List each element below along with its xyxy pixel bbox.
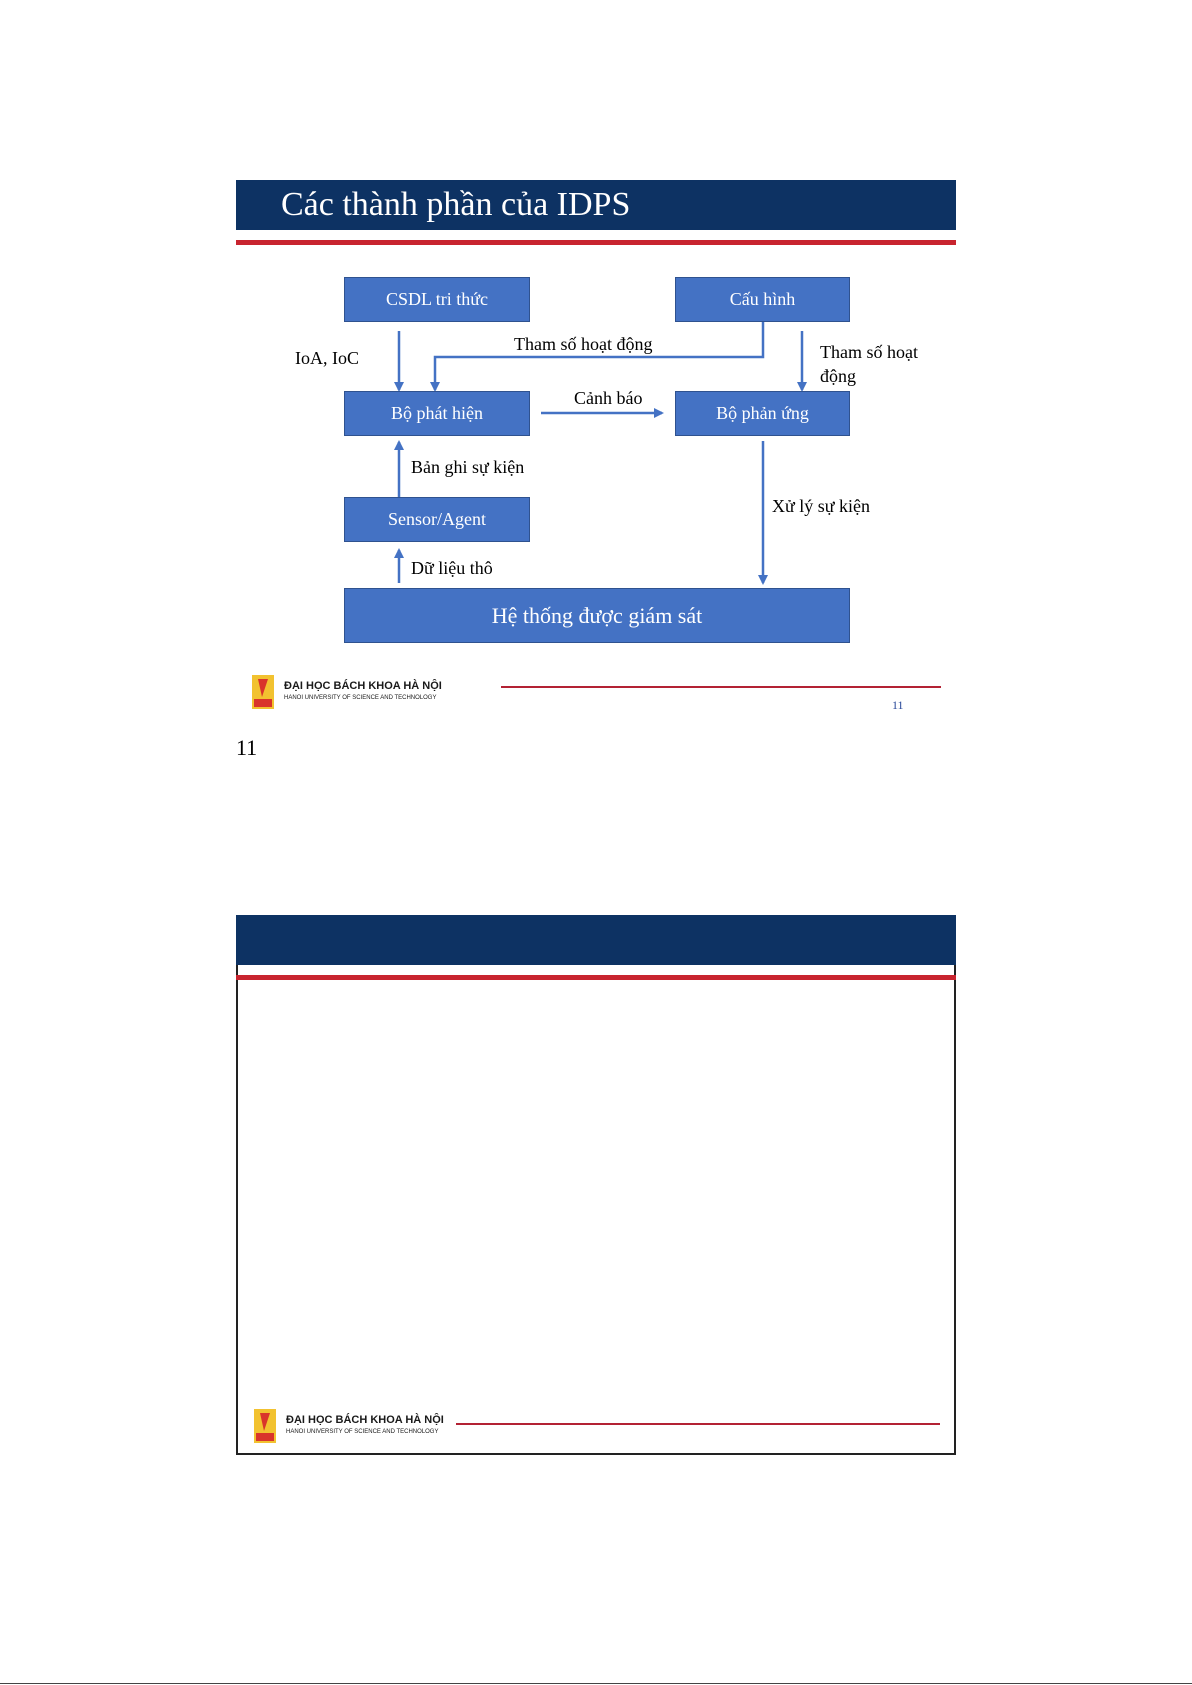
label-ioa-ioc: IoA, IoC bbox=[295, 348, 359, 368]
footer-rule bbox=[501, 686, 941, 688]
slide-1 bbox=[236, 180, 956, 720]
page-bottom-rule bbox=[0, 1683, 1192, 1684]
slide-2-footer-university-en: HANOI UNIVERSITY OF SCIENCE AND TECHNOLOGY bbox=[286, 1429, 439, 1435]
label-event-handling: Xử lý sự kiện bbox=[772, 496, 871, 516]
box-responder: Bộ phản ứng bbox=[675, 391, 850, 436]
page-number: 11 bbox=[236, 735, 258, 760]
box-detector: Bộ phát hiện bbox=[344, 391, 530, 436]
slide-2-title-bar bbox=[236, 915, 956, 965]
slide-2-footer-university: ĐẠI HỌC BÁCH KHOA HÀ NỘI bbox=[286, 1414, 444, 1426]
label-op-params-right-2: động bbox=[820, 366, 856, 386]
footer-university-en: HANOI UNIVERSITY OF SCIENCE AND TECHNOLOGY bbox=[284, 695, 437, 701]
box-sensor: Sensor/Agent bbox=[344, 497, 530, 542]
slide-2-footer-rule bbox=[456, 1423, 940, 1425]
hust-logo-icon bbox=[254, 1409, 276, 1443]
slide-title: Các thành phần của IDPS bbox=[236, 180, 956, 230]
label-event-log: Bản ghi sự kiện bbox=[411, 457, 525, 477]
box-config: Cấu hình bbox=[675, 277, 850, 322]
label-alert: Cảnh báo bbox=[574, 388, 643, 408]
box-monitored-system: Hệ thống được giám sát bbox=[344, 588, 850, 643]
slide-2 bbox=[236, 915, 956, 1455]
footer-university: ĐẠI HỌC BÁCH KHOA HÀ NỘI bbox=[284, 680, 442, 692]
hust-logo-icon bbox=[252, 675, 274, 709]
slide-number: 11 bbox=[892, 698, 904, 712]
label-op-params: Tham số hoạt động bbox=[514, 334, 653, 354]
label-op-params-right-1: Tham số hoạt bbox=[820, 342, 918, 362]
box-csdl: CSDL tri thức bbox=[344, 277, 530, 322]
label-raw-data: Dữ liệu thô bbox=[411, 558, 493, 578]
slide-2-title-underline bbox=[236, 975, 956, 980]
